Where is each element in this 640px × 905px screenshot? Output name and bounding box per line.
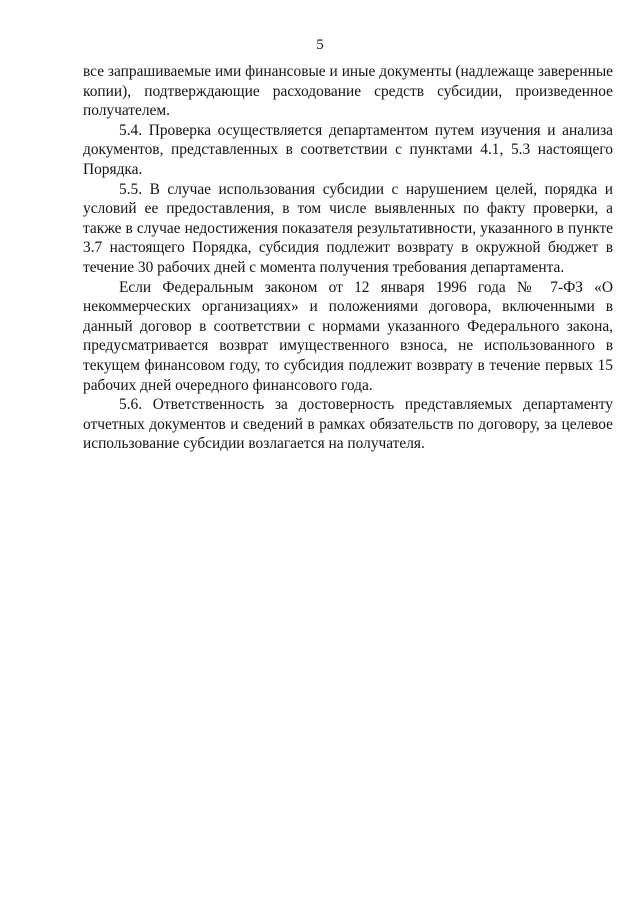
- page-number: 5: [316, 37, 324, 53]
- paragraph-continuation: все запрашиваемые ими финансовые и иные документы (надлежаще заверенные копии), подтверждающие расходование средств субсидии, произведенное получателем.: [83, 63, 613, 120]
- paragraph-federal-law: Если Федеральным законом от 12 января 1996 года № 7-ФЗ «О некоммерческих организациях» и положениями договора, включенными в данный договор в соответствии с нормами указанного Федерального закона, предусматривается возврат имущественного взноса, не использованного в текущем финансовом году, то субсидия подлежит возврату в течение первых 15 рабочих дней очередного финансового года.: [83, 278, 613, 394]
- paragraph-5-4: 5.4. Проверка осуществляется департаментом путем изучения и анализа документов, представленных в соответствии с пунктами 4.1, 5.3 настоящего Порядка.: [83, 121, 613, 178]
- paragraph-5-6: 5.6. Ответственность за достоверность представляемых департаменту отчетных документов и сведений в рамках обязательств по договору, за целевое использование субсидии возлагается на получателя.: [83, 396, 613, 453]
- document-body: [83, 62, 613, 454]
- paragraph-5-5: 5.5. В случае использования субсидии с нарушением целей, порядка и условий ее предоставления, в том числе выявленных по факту проверки, а также в случае недостижения показателя результативности, указанного в пункте 3.7 настоящего Порядка, субсидия подлежит возврату в окружной бюджет в течение 30 рабочих дней с момента получения требования департамента.: [83, 180, 613, 276]
